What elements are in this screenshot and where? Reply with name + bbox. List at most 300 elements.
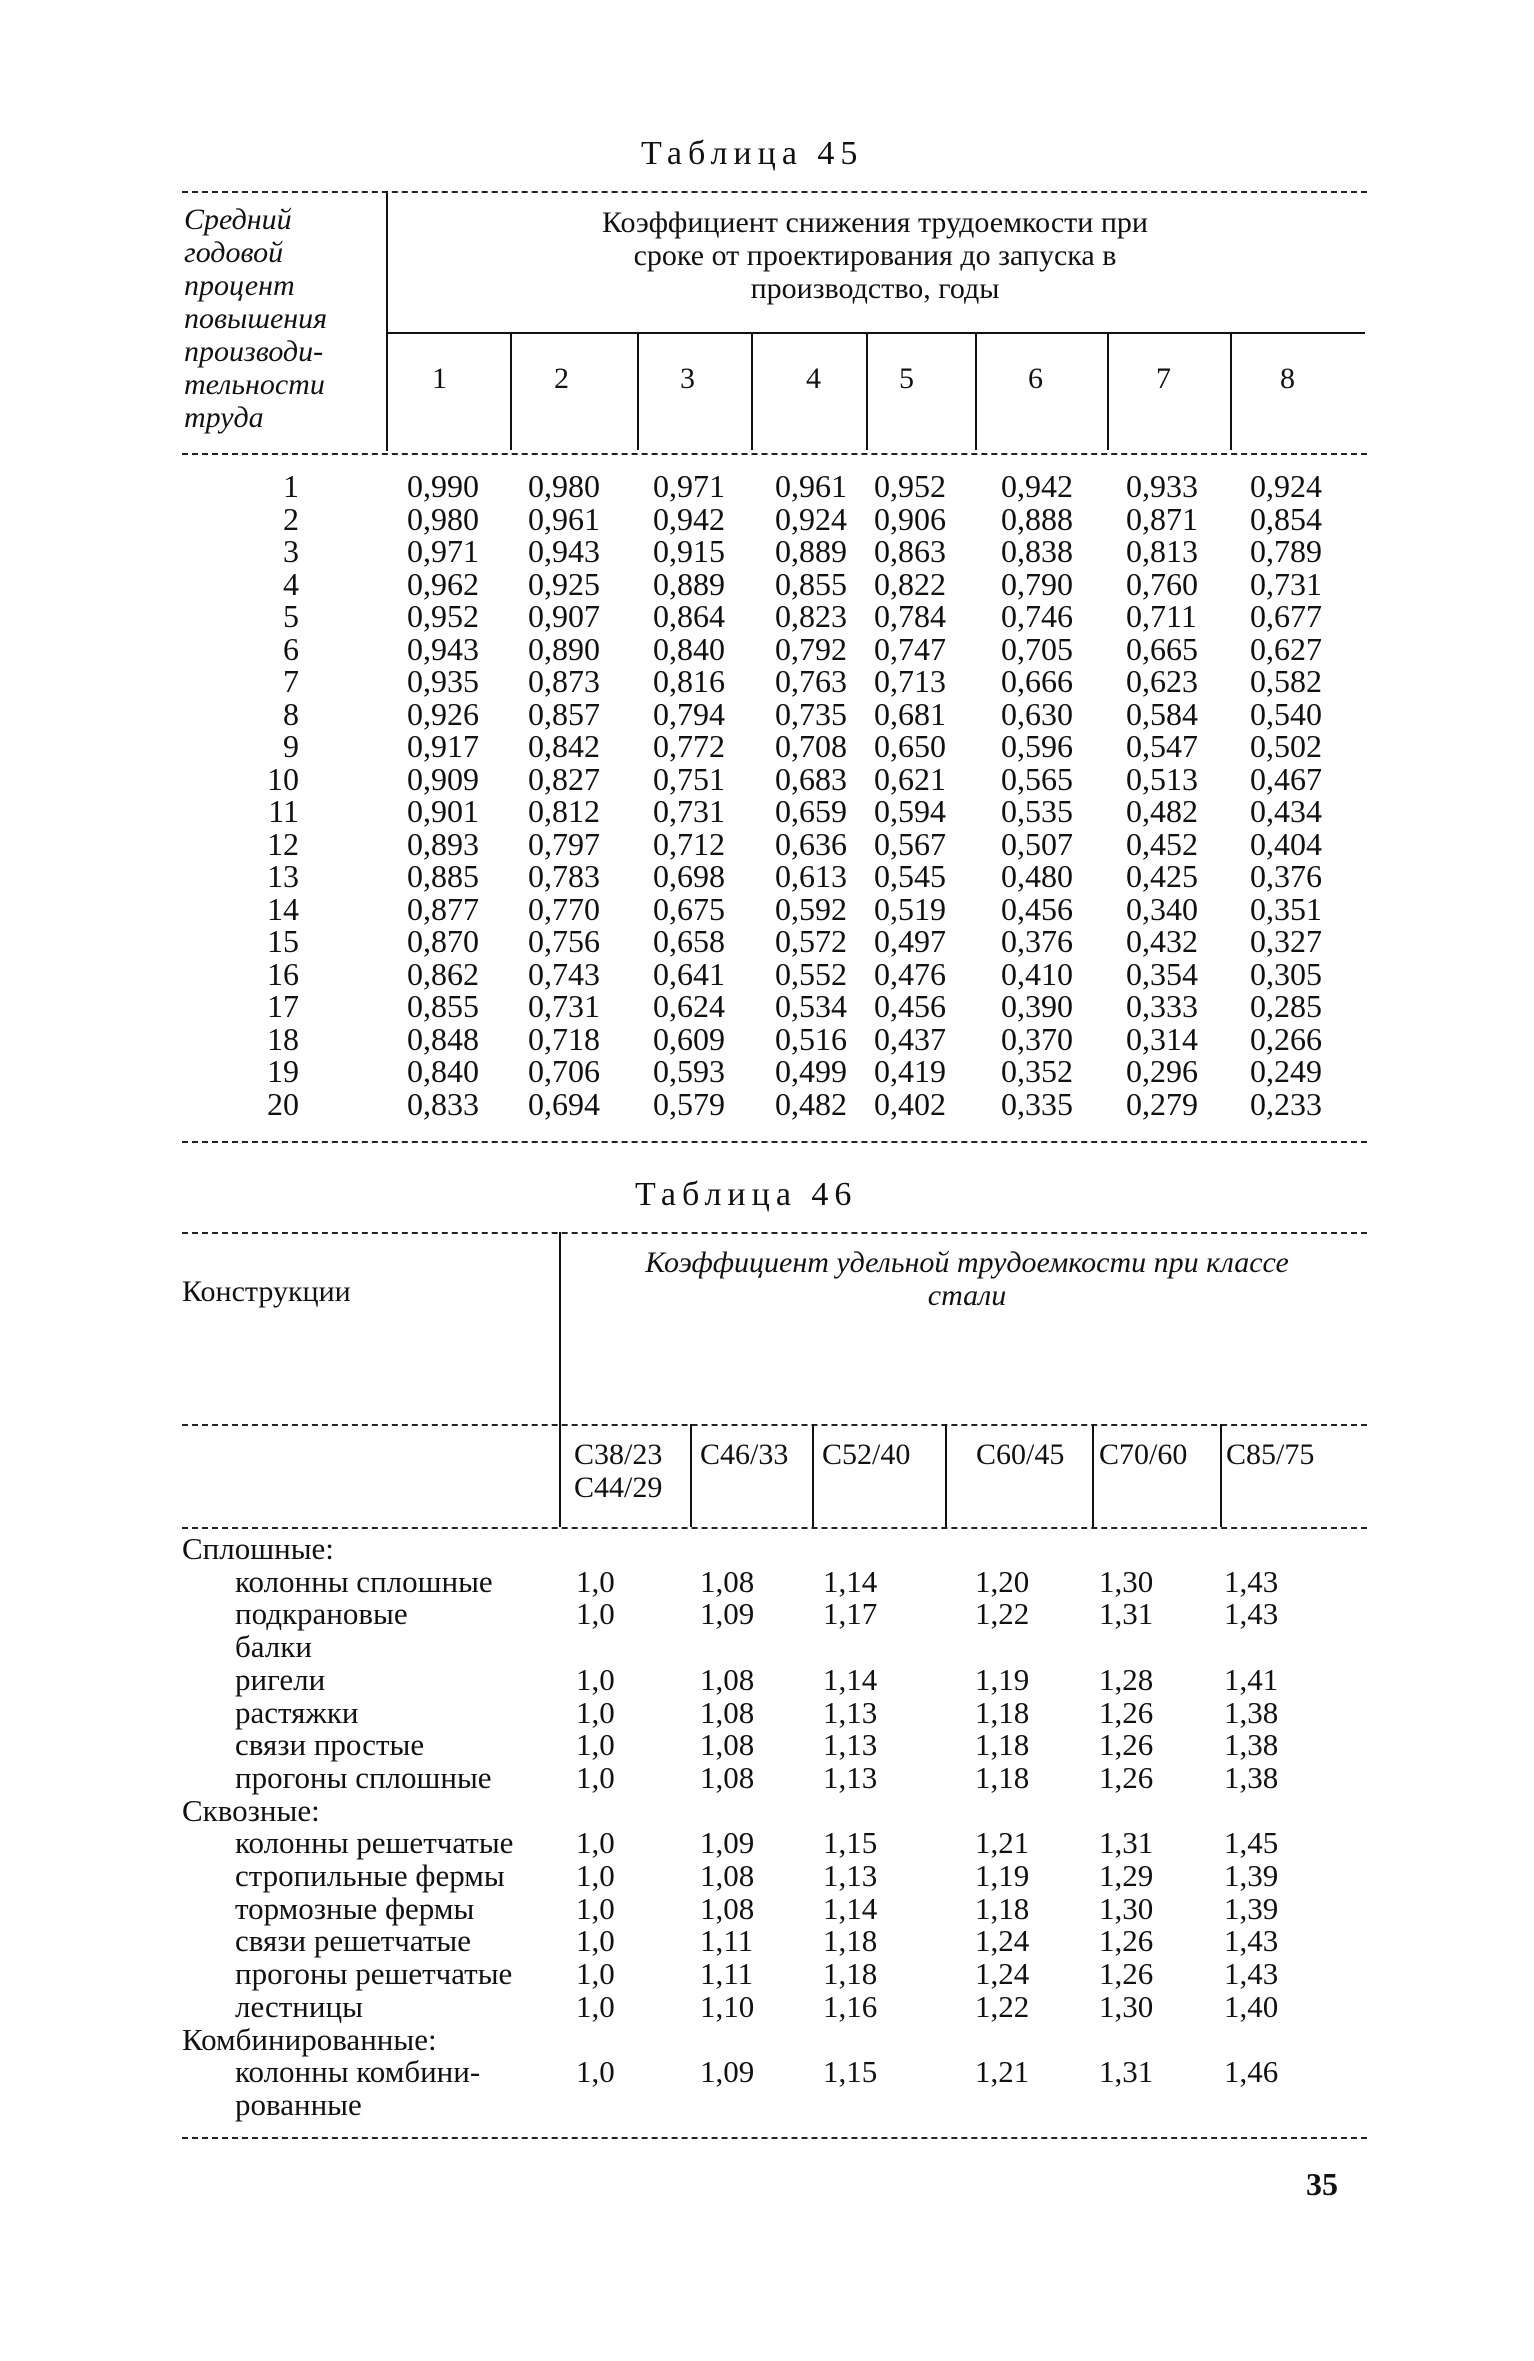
coefficient-cell: 1,08 [700,1694,755,1730]
coefficient-cell: 0,706 [528,1053,600,1089]
coefficient-cell: 1,11 [700,1923,754,1959]
coefficient-cell: 0,893 [407,825,479,862]
table-46-group-rule [182,1424,1367,1426]
coefficient-cell: 0,889 [653,565,725,602]
empty-cell [1099,2089,1153,2122]
coefficient-cell: 1,39 [1224,1890,1279,1926]
coefficient-cell: 0,327 [1250,923,1322,959]
percent-cell: 11 [268,793,299,829]
year-3-column [653,470,725,1120]
coefficient-cell: 0,534 [775,988,847,1024]
coefficient-cell: 0,333 [1126,988,1198,1024]
coefficient-cell: 0,848 [407,1020,479,1057]
coefficient-cell: 0,961 [528,500,600,537]
coefficient-cell: 0,677 [1250,598,1322,634]
coefficient-cell: 0,813 [1126,533,1198,569]
percent-cell: 14 [267,890,299,927]
percent-cell: 6 [283,630,299,667]
coefficient-cell: 1,22 [975,1596,1030,1632]
year-5-column [874,470,946,1120]
percent-cell: 3 [283,533,299,569]
coefficient-cell: 1,19 [975,1858,1030,1894]
coefficient-cell: 0,552 [775,955,847,992]
table-45-header-divider [386,191,388,451]
coefficient-cell: 0,901 [407,793,479,829]
coefficient-cell: 0,390 [1001,988,1073,1024]
coefficient-cell: 0,476 [874,955,946,992]
coefficient-cell: 0,694 [528,1085,600,1122]
steel-divider [690,1424,692,1527]
coefficient-cell: 1,09 [700,2054,755,2090]
percent-cell: 2 [283,500,299,537]
coefficient-cell: 0,354 [1126,955,1198,992]
coefficient-cell: 0,746 [1001,598,1073,634]
coefficient-cell: 0,419 [874,1053,946,1089]
empty-cell [576,2024,615,2057]
percent-cell: 12 [267,825,299,862]
coefficient-cell: 0,909 [407,760,479,797]
steel-2-column [700,1533,754,2122]
empty-cell [975,1533,1029,1566]
coefficient-cell: 0,747 [874,630,946,667]
coefficient-cell: 0,519 [874,890,946,927]
coefficient-cell: 0,906 [874,500,946,537]
coefficient-cell: 0,627 [1250,630,1322,667]
coefficient-cell: 0,613 [775,858,847,894]
empty-cell [700,2024,754,2057]
empty-cell [975,2089,1029,2122]
coefficient-cell: 0,594 [874,793,946,829]
coefficient-cell: 0,842 [528,728,600,764]
coefficient-cell: 0,565 [1001,760,1073,797]
coefficient-cell: 0,712 [653,825,725,862]
coefficient-cell: 1,10 [700,1988,755,2024]
coefficient-cell: 0,410 [1001,955,1073,992]
coefficient-cell: 1,08 [700,1563,755,1599]
coefficient-cell: 0,854 [1250,500,1322,537]
coefficient-cell: 1,08 [700,1759,755,1795]
coefficient-cell: 1,40 [1224,1988,1279,2024]
empty-cell [1099,1631,1153,1664]
coefficient-cell: 1,0 [576,1759,615,1795]
coefficient-cell: 0,731 [653,793,725,829]
coefficient-cell: 0,404 [1250,825,1322,862]
coefficient-cell: 0,698 [653,858,725,894]
percent-cell: 5 [283,598,299,634]
coefficient-cell: 1,38 [1224,1759,1279,1795]
year-6-column [1001,470,1073,1120]
coefficient-cell: 0,351 [1250,890,1322,927]
empty-cell [1099,2024,1153,2057]
year-divider [510,332,512,450]
coefficient-cell: 0,584 [1126,695,1198,732]
construction-label: стропильные фермы [235,1858,505,1894]
table-46-bottom-rule [182,2137,1367,2139]
percent-cell: 4 [283,565,299,602]
coefficient-cell: 1,0 [576,1563,615,1599]
coefficient-cell: 1,43 [1224,1563,1279,1599]
coefficient-cell: 0,864 [653,598,725,634]
coefficient-cell: 1,11 [700,1956,754,1992]
empty-cell [576,1795,615,1828]
coefficient-cell: 0,659 [775,793,847,829]
percent-column [267,470,299,1120]
group-label: Сплошные: [182,1531,334,1566]
year-col-6: 6 [1028,362,1043,395]
coefficient-cell: 1,19 [975,1661,1030,1697]
year-divider [1107,332,1109,450]
percent-cell: 18 [267,1020,299,1057]
coefficient-cell: 0,624 [653,988,725,1024]
coefficient-cell: 0,370 [1001,1020,1073,1057]
construction-label: лестницы [235,1988,363,2024]
year-divider [751,332,753,450]
steel-1-column [576,1533,615,2122]
coefficient-cell: 1,09 [700,1825,755,1861]
table-45-body [0,470,1534,1130]
steel-class-1: С38/23 С44/29 [574,1438,663,1504]
table-46-group-header: Коэффициент удельной трудоемкости при классе стали [645,1246,1289,1312]
empty-cell [576,1631,615,1664]
coefficient-cell: 0,516 [775,1020,847,1057]
empty-cell [975,2024,1029,2057]
coefficient-cell: 1,43 [1224,1596,1279,1632]
coefficient-cell: 0,797 [528,825,600,862]
coefficient-cell: 0,708 [775,728,847,764]
year-col-7: 7 [1156,362,1171,395]
coefficient-cell: 1,08 [700,1858,755,1894]
coefficient-cell: 0,952 [407,598,479,634]
table-45-header-rule [182,453,1367,455]
coefficient-cell: 0,540 [1250,695,1322,732]
coefficient-cell: 1,18 [823,1923,878,1959]
coefficient-cell: 1,21 [975,2054,1030,2090]
construction-column [182,1533,513,2122]
empty-cell [576,2089,615,2122]
construction-label: тормозные фермы [235,1890,475,1926]
steel-class-4: С60/45 [976,1438,1065,1471]
year-col-4: 4 [806,362,821,395]
percent-cell: 16 [267,955,299,992]
coefficient-cell: 1,15 [823,1825,878,1861]
steel-class-2: С46/33 [700,1438,789,1471]
coefficient-cell: 0,743 [528,955,600,992]
coefficient-cell: 1,16 [823,1988,878,2024]
year-col-2: 2 [554,362,569,395]
coefficient-cell: 0,482 [1126,793,1198,829]
coefficient-cell: 1,24 [975,1923,1030,1959]
coefficient-cell: 0,772 [653,728,725,764]
coefficient-cell: 0,335 [1001,1085,1073,1122]
table-46-steel-classes [0,1438,1534,1518]
coefficient-cell: 1,43 [1224,1956,1279,1992]
percent-cell: 15 [267,923,299,959]
empty-cell [823,1631,877,1664]
coefficient-cell: 0,980 [407,500,479,537]
coefficient-cell: 1,38 [1224,1727,1279,1763]
empty-cell [823,1795,877,1828]
coefficient-cell: 1,30 [1099,1890,1154,1926]
coefficient-cell: 1,0 [576,1988,615,2024]
empty-cell [823,2089,877,2122]
steel-6-column [1224,1533,1278,2122]
percent-cell: 8 [283,695,299,732]
coefficient-cell: 0,497 [874,923,946,959]
steel-5-column [1099,1533,1153,2122]
coefficient-cell: 0,711 [1126,598,1197,634]
coefficient-cell: 1,18 [975,1694,1030,1730]
construction-label: прогоны сплошные [235,1759,492,1795]
coefficient-cell: 0,233 [1250,1085,1322,1122]
coefficient-cell: 1,17 [823,1596,878,1632]
year-8-column [1250,470,1322,1120]
coefficient-cell: 0,266 [1250,1020,1322,1057]
empty-cell [823,2024,877,2057]
coefficient-cell: 1,15 [823,2054,878,2090]
group-label: Комбинированные: [182,2021,437,2057]
coefficient-cell: 0,425 [1126,858,1198,894]
table-45-top-rule [182,191,1367,193]
year-col-8: 8 [1280,362,1295,395]
coefficient-cell: 0,718 [528,1020,600,1057]
coefficient-cell: 0,592 [775,890,847,927]
coefficient-cell: 1,29 [1099,1858,1154,1894]
coefficient-cell: 0,926 [407,695,479,732]
coefficient-cell: 0,952 [874,468,946,504]
coefficient-cell: 1,0 [576,1890,615,1926]
coefficient-cell: 0,980 [528,468,600,504]
coefficient-cell: 1,0 [576,1858,615,1894]
coefficient-cell: 0,547 [1126,728,1198,764]
empty-cell [1224,1795,1278,1828]
coefficient-cell: 0,855 [407,988,479,1024]
steel-class-5: С70/60 [1099,1438,1188,1471]
year-4-column [775,470,847,1120]
percent-cell: 19 [267,1053,299,1089]
coefficient-cell: 1,28 [1099,1661,1154,1697]
coefficient-cell: 1,0 [576,1923,615,1959]
coefficient-cell: 1,20 [975,1563,1030,1599]
coefficient-cell: 0,838 [1001,533,1073,569]
construction-label: связи решетчатые [235,1923,471,1959]
coefficient-cell: 0,943 [528,533,600,569]
table-45-bottom-rule [182,1141,1367,1143]
coefficient-cell: 0,885 [407,858,479,894]
coefficient-cell: 0,502 [1250,728,1322,764]
coefficient-cell: 1,31 [1099,1596,1154,1632]
coefficient-cell: 1,0 [576,1727,615,1763]
coefficient-cell: 0,873 [528,663,600,699]
coefficient-cell: 0,305 [1250,955,1322,992]
coefficient-cell: 0,340 [1126,890,1198,927]
construction-label: подкрановые [235,1596,408,1632]
coefficient-cell: 0,352 [1001,1053,1073,1089]
table-46-caption: Таблица 46 [635,1176,858,1213]
coefficient-cell: 0,888 [1001,500,1073,537]
coefficient-cell: 0,650 [874,728,946,764]
table-45-row-header: Средний годовой процент повышения производи- тельности труда [184,203,328,434]
coefficient-cell: 1,18 [823,1956,878,1992]
coefficient-cell: 0,971 [653,468,725,504]
table-45-year-header [0,362,1534,398]
coefficient-cell: 0,827 [528,760,600,797]
coefficient-cell: 1,0 [576,1956,615,1992]
year-divider [975,332,977,450]
percent-cell: 20 [267,1085,299,1122]
steel-class-3: С52/40 [822,1438,911,1471]
coefficient-cell: 1,13 [823,1694,878,1730]
coefficient-cell: 1,0 [576,1596,615,1632]
coefficient-cell: 0,942 [653,500,725,537]
coefficient-cell: 0,833 [407,1085,479,1122]
coefficient-cell: 0,760 [1126,565,1198,602]
empty-cell [700,1631,754,1664]
coefficient-cell: 0,756 [528,923,600,959]
coefficient-cell: 1,26 [1099,1923,1154,1959]
coefficient-cell: 0,579 [653,1085,725,1122]
empty-cell [1224,1631,1278,1664]
coefficient-cell: 0,812 [528,793,600,829]
percent-cell: 1 [283,468,299,504]
coefficient-cell: 1,46 [1224,2054,1279,2090]
coefficient-cell: 0,870 [407,923,479,959]
coefficient-cell: 0,683 [775,760,847,797]
steel-divider [945,1424,947,1527]
steel-3-column [823,1533,877,2122]
coefficient-cell: 0,840 [407,1053,479,1089]
empty-cell [1224,1533,1278,1566]
coefficient-cell: 0,482 [775,1085,847,1122]
steel-divider [1092,1424,1094,1527]
coefficient-cell: 1,13 [823,1759,878,1795]
empty-cell [1099,1533,1153,1566]
coefficient-cell: 1,41 [1224,1661,1279,1697]
year-divider [637,332,639,450]
year-1-column [407,470,479,1120]
coefficient-cell: 1,21 [975,1825,1030,1861]
coefficient-cell: 0,731 [1250,565,1322,602]
coefficient-cell: 0,915 [653,533,725,569]
table-45-caption: Таблица 45 [641,135,864,172]
steel-divider [812,1424,814,1527]
coefficient-cell: 0,962 [407,565,479,602]
percent-cell: 7 [283,663,299,699]
page-number: 35 [1306,2166,1338,2202]
construction-label: рованные [235,2086,362,2122]
empty-cell [823,1533,877,1566]
steel-4-column [975,1533,1029,2122]
coefficient-cell: 1,38 [1224,1694,1279,1730]
coefficient-cell: 0,863 [874,533,946,569]
coefficient-cell: 0,545 [874,858,946,894]
percent-cell: 13 [267,858,299,894]
percent-cell: 17 [267,988,299,1024]
coefficient-cell: 0,596 [1001,728,1073,764]
coefficient-cell: 0,871 [1126,500,1198,537]
coefficient-cell: 1,24 [975,1956,1030,1992]
coefficient-cell: 1,08 [700,1890,755,1926]
coefficient-cell: 0,790 [1001,565,1073,602]
coefficient-cell: 1,18 [975,1727,1030,1763]
empty-cell [975,1795,1029,1828]
coefficient-cell: 1,45 [1224,1825,1279,1861]
table-46-body [0,1533,1534,2133]
coefficient-cell: 0,925 [528,565,600,602]
construction-label: связи простые [235,1727,425,1763]
coefficient-cell: 0,823 [775,598,847,634]
steel-divider [1220,1424,1222,1527]
coefficient-cell: 0,279 [1126,1085,1198,1122]
coefficient-cell: 0,971 [407,533,479,569]
year-7-column [1126,470,1198,1120]
year-divider [866,332,868,450]
coefficient-cell: 1,14 [823,1661,878,1697]
coefficient-cell: 1,26 [1099,1727,1154,1763]
steel-class-6: С85/75 [1226,1438,1315,1471]
coefficient-cell: 0,890 [528,630,600,667]
coefficient-cell: 0,296 [1126,1053,1198,1089]
construction-label: прогоны решетчатые [235,1956,513,1992]
coefficient-cell: 1,22 [975,1988,1030,2024]
coefficient-cell: 0,857 [528,695,600,732]
empty-cell [700,2089,754,2122]
coefficient-cell: 0,572 [775,923,847,959]
coefficient-cell: 0,658 [653,923,725,959]
coefficient-cell: 0,314 [1126,1020,1198,1057]
coefficient-cell: 0,877 [407,890,479,927]
coefficient-cell: 0,907 [528,598,600,634]
coefficient-cell: 0,816 [653,663,725,699]
coefficient-cell: 0,751 [653,760,725,797]
coefficient-cell: 0,507 [1001,825,1073,862]
coefficient-cell: 0,623 [1126,663,1198,699]
table-46-header-rule [182,1527,1367,1529]
coefficient-cell: 0,862 [407,955,479,992]
year-col-1: 1 [432,362,447,395]
coefficient-cell: 0,249 [1250,1053,1322,1089]
coefficient-cell: 0,855 [775,565,847,602]
year-2-column [528,470,600,1120]
coefficient-cell: 0,681 [874,695,946,732]
year-col-3: 3 [680,362,695,395]
coefficient-cell: 1,31 [1099,2054,1154,2090]
coefficient-cell: 0,770 [528,890,600,927]
construction-label: ригели [235,1661,326,1697]
coefficient-cell: 0,630 [1001,695,1073,732]
table-46-top-rule [182,1232,1367,1234]
coefficient-cell: 0,961 [775,468,847,504]
coefficient-cell: 0,792 [775,630,847,667]
coefficient-cell: 0,636 [775,825,847,862]
coefficient-cell: 1,0 [576,1694,615,1730]
coefficient-cell: 1,09 [700,1596,755,1632]
coefficient-cell: 0,452 [1126,825,1198,862]
coefficient-cell: 0,582 [1250,663,1322,699]
coefficient-cell: 0,434 [1250,793,1322,829]
coefficient-cell: 0,735 [775,695,847,732]
coefficient-cell: 0,535 [1001,793,1073,829]
coefficient-cell: 0,783 [528,858,600,894]
coefficient-cell: 1,18 [975,1890,1030,1926]
coefficient-cell: 1,08 [700,1727,755,1763]
coefficient-cell: 0,480 [1001,858,1073,894]
coefficient-cell: 1,26 [1099,1694,1154,1730]
coefficient-cell: 0,432 [1126,923,1198,959]
coefficient-cell: 0,376 [1001,923,1073,959]
empty-cell [1224,2089,1278,2122]
coefficient-cell: 0,665 [1126,630,1198,667]
coefficient-cell: 0,789 [1250,533,1322,569]
